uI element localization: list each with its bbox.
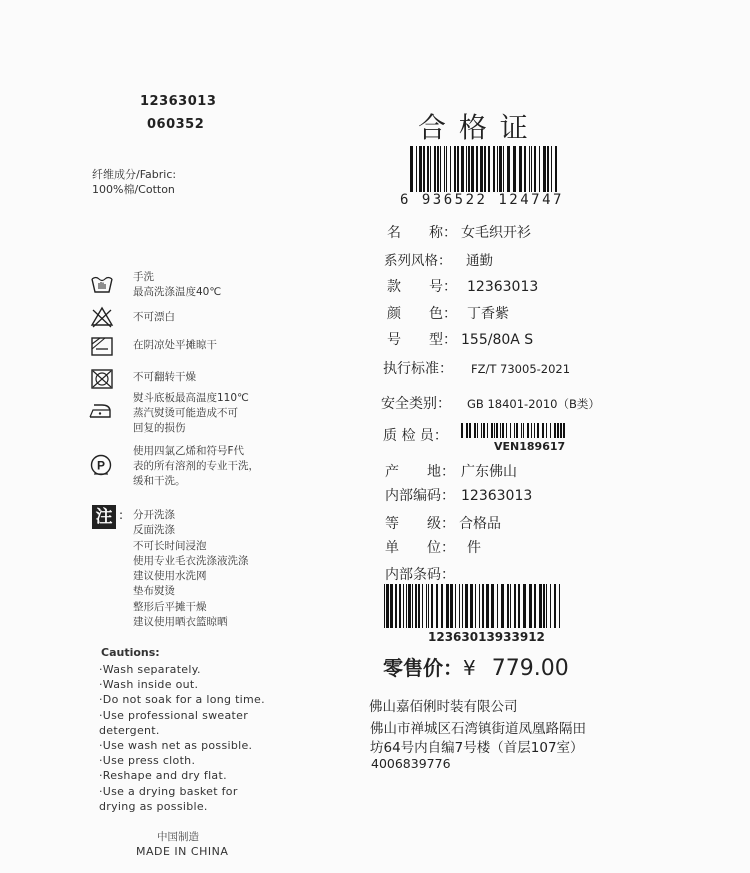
fabric-heading: 纤维成分/Fabric: bbox=[92, 168, 177, 181]
barcode-bar bbox=[529, 584, 532, 628]
barcode-bar bbox=[487, 423, 488, 438]
barcode-bar bbox=[543, 584, 545, 628]
certificate-title: 合 格 证 bbox=[418, 111, 530, 144]
no-bleach-icon bbox=[90, 306, 114, 328]
barcode-bar bbox=[430, 146, 431, 192]
field-grade: 等 级： 合格品 bbox=[385, 516, 501, 532]
field-size: 号 型： 155/80A S bbox=[387, 332, 534, 348]
field-standard: 执行标准： FZ/T 73005-2021 bbox=[383, 361, 571, 377]
barcode-bar bbox=[395, 584, 397, 628]
barcode-bar bbox=[539, 584, 542, 628]
barcode-bar bbox=[481, 423, 482, 438]
care-text-hand-wash: 手洗 最高洗涤温度40℃ bbox=[133, 271, 222, 298]
care-text-iron: 熨斗底板最高温度110℃ 蒸汽熨烫可能造成不可 回复的损伤 bbox=[133, 392, 249, 434]
barcode-bar bbox=[510, 584, 511, 628]
barcode-bar bbox=[408, 584, 411, 628]
barcode-bar bbox=[412, 584, 413, 628]
product-barcode bbox=[410, 146, 560, 192]
field-internal-barcode: 内部条码： bbox=[385, 567, 455, 583]
barcode-bar bbox=[494, 423, 495, 438]
field-internal-code: 内部编码： 12363013 bbox=[385, 488, 533, 504]
no-tumble-dry-icon bbox=[90, 368, 114, 390]
batch-code: 060352 bbox=[147, 117, 205, 132]
barcode-bar bbox=[437, 146, 439, 192]
origin-en: MADE IN CHINA bbox=[136, 845, 229, 858]
barcode-bar bbox=[436, 584, 438, 628]
barcode-bar bbox=[501, 584, 504, 628]
barcode-bar bbox=[406, 584, 407, 628]
barcode-bar bbox=[469, 423, 471, 438]
field-name: 名 称： 女毛织开衫 bbox=[387, 225, 531, 241]
barcode-bar bbox=[450, 584, 453, 628]
barcode-bar bbox=[527, 423, 529, 438]
barcode-bar bbox=[459, 584, 460, 628]
barcode-bar bbox=[440, 146, 441, 192]
barcode-bar bbox=[554, 584, 556, 628]
field-color: 颜 色： 丁香紫 bbox=[387, 306, 509, 322]
barcode-bar bbox=[461, 146, 464, 192]
barcode-bar bbox=[479, 584, 480, 628]
barcode-bar bbox=[455, 584, 456, 628]
barcode-bar bbox=[514, 423, 515, 438]
company-address: 佛山市禅城区石湾镇街道凤凰路隔田 坊64号内自编7号楼（首层107室） bbox=[370, 721, 586, 756]
barcode-bar bbox=[534, 146, 536, 192]
note-list: 分开洗涤 反面洗涤 不可长时间浸泡 使用专业毛衣洗涤液洗涤 建议使用水洗网 垫布熨烫 整形后平摊干燥 建议使用晒衣篮晾晒 bbox=[133, 509, 249, 629]
barcode-bar bbox=[559, 584, 560, 628]
barcode-bar bbox=[468, 146, 470, 192]
barcode-bar bbox=[534, 423, 535, 438]
barcode-bar bbox=[441, 584, 443, 628]
barcode-bar bbox=[416, 146, 417, 192]
barcode-bar bbox=[550, 423, 551, 438]
barcode-bar bbox=[507, 584, 509, 628]
barcode-bar bbox=[510, 423, 511, 438]
barcode-bar bbox=[422, 584, 423, 628]
barcode-bar bbox=[551, 146, 552, 192]
barcode-digits: 6 936522 124747 bbox=[400, 192, 564, 208]
barcode-bar bbox=[461, 423, 463, 438]
care-text-no-bleach: 不可漂白 bbox=[133, 311, 175, 323]
care-text-dry-flat: 在阴凉处平摊晾干 bbox=[133, 339, 217, 351]
barcode-bar bbox=[415, 584, 417, 628]
barcode-bar bbox=[399, 584, 401, 628]
barcode-bar bbox=[537, 423, 539, 438]
barcode-bar bbox=[542, 423, 544, 438]
cautions-title: Cautions: bbox=[101, 646, 160, 659]
barcode-bar bbox=[465, 584, 468, 628]
barcode-bar bbox=[477, 423, 478, 438]
barcode-bar bbox=[444, 146, 445, 192]
barcode-bar bbox=[423, 146, 425, 192]
barcode-bar bbox=[557, 423, 559, 438]
barcode-bar bbox=[427, 146, 429, 192]
note-colon: : bbox=[119, 508, 124, 522]
internal-barcode bbox=[384, 584, 561, 628]
barcode-bar bbox=[419, 146, 422, 192]
barcode-bar bbox=[499, 146, 502, 192]
product-code: 12363013 bbox=[140, 94, 217, 109]
barcode-bar bbox=[503, 146, 504, 192]
barcode-bar bbox=[506, 423, 507, 438]
barcode-bar bbox=[543, 146, 546, 192]
barcode-bar bbox=[550, 584, 551, 628]
field-safety-category: 安全类别： GB 18401-2010（B类） bbox=[381, 396, 600, 412]
barcode-bar bbox=[493, 146, 495, 192]
note-badge: 注 bbox=[92, 505, 116, 529]
barcode-bar bbox=[500, 423, 501, 438]
barcode-bar bbox=[484, 146, 486, 192]
barcode-bar bbox=[446, 584, 449, 628]
barcode-bar bbox=[554, 423, 556, 438]
barcode-bar bbox=[476, 146, 478, 192]
hand-wash-icon bbox=[90, 273, 114, 295]
field-inspector: 质 检 员： bbox=[383, 428, 448, 444]
barcode-bar bbox=[519, 146, 522, 192]
barcode-bar bbox=[434, 146, 436, 192]
barcode-bar bbox=[539, 146, 540, 192]
field-style-number: 款 号： 12363013 bbox=[387, 279, 539, 295]
internal-barcode-text: 12363013933912 bbox=[428, 630, 545, 644]
barcode-bar bbox=[531, 146, 532, 192]
origin-cn: 中国制造 bbox=[157, 831, 199, 843]
barcode-bar bbox=[403, 584, 404, 628]
barcode-bar bbox=[516, 423, 518, 438]
barcode-bar bbox=[480, 146, 483, 192]
dry-clean-p-icon bbox=[89, 454, 113, 476]
field-origin: 产 地： 广东佛山 bbox=[385, 464, 517, 480]
barcode-bar bbox=[454, 146, 456, 192]
barcode-bar bbox=[386, 584, 389, 628]
barcode-bar bbox=[524, 146, 526, 192]
barcode-bar bbox=[529, 146, 530, 192]
barcode-bar bbox=[546, 423, 547, 438]
barcode-bar bbox=[523, 584, 526, 628]
barcode-bar bbox=[521, 423, 522, 438]
barcode-bar bbox=[496, 423, 498, 438]
inspector-barcode bbox=[461, 423, 568, 438]
dry-flat-shade-icon bbox=[90, 335, 114, 357]
barcode-bar bbox=[428, 584, 429, 628]
barcode-bar bbox=[491, 584, 494, 628]
barcode-bar bbox=[497, 146, 498, 192]
barcode-bar bbox=[547, 146, 549, 192]
barcode-bar bbox=[555, 146, 557, 192]
barcode-bar bbox=[483, 423, 485, 438]
barcode-bar bbox=[482, 584, 484, 628]
svg-text:P: P bbox=[96, 458, 106, 473]
barcode-bar bbox=[560, 423, 562, 438]
barcode-bar bbox=[486, 584, 489, 628]
barcode-bar bbox=[514, 584, 516, 628]
retail-price: 零售价：¥ 779.00 bbox=[383, 656, 569, 681]
care-text-dry-clean: 使用四氯乙烯和符号F代 表的所有溶剂的专业干洗， 缓和干洗。 bbox=[133, 445, 259, 487]
barcode-bar bbox=[426, 584, 427, 628]
barcode-bar bbox=[466, 423, 468, 438]
barcode-bar bbox=[462, 584, 463, 628]
barcode-bar bbox=[523, 423, 524, 438]
barcode-bar bbox=[466, 146, 467, 192]
fabric-composition: 100%棉/Cotton bbox=[92, 183, 175, 196]
barcode-bar bbox=[474, 423, 476, 438]
barcode-bar bbox=[431, 584, 433, 628]
barcode-bar bbox=[471, 146, 474, 192]
cautions-list: ·Wash separately. ·Wash inside out. ·Do not soak for a long time. ·Use professional sweater detergent. ·Use wash net as possible. ·Use press cloth. ·Reshape and dry flat. ·Use a drying basket for drying as possible. bbox=[99, 663, 265, 813]
barcode-bar bbox=[488, 146, 490, 192]
inspector-code: VEN189617 bbox=[494, 440, 566, 453]
barcode-bar bbox=[450, 146, 451, 192]
barcode-bar bbox=[546, 584, 547, 628]
barcode-bar bbox=[497, 584, 498, 628]
barcode-bar bbox=[491, 423, 493, 438]
barcode-bar bbox=[475, 584, 476, 628]
care-text-no-tumble: 不可翻转干燥 bbox=[133, 371, 196, 383]
barcode-bar bbox=[513, 146, 516, 192]
field-unit: 单 位： 件 bbox=[385, 540, 481, 556]
iron-110-icon bbox=[88, 400, 112, 422]
company-phone: 4006839776 bbox=[371, 756, 451, 771]
barcode-bar bbox=[518, 584, 520, 628]
barcode-bar bbox=[502, 423, 504, 438]
barcode-bar bbox=[410, 146, 413, 192]
barcode-bar bbox=[531, 423, 532, 438]
field-series-style: 系列风格： 通勤 bbox=[384, 253, 493, 269]
barcode-bar bbox=[534, 584, 536, 628]
barcode-bar bbox=[563, 423, 565, 438]
barcode-bar bbox=[384, 584, 385, 628]
barcode-bar bbox=[390, 584, 393, 628]
barcode-bar bbox=[507, 146, 510, 192]
company-name: 佛山嘉佰俐时装有限公司 bbox=[369, 699, 518, 715]
barcode-bar bbox=[470, 584, 473, 628]
barcode-bar bbox=[446, 146, 447, 192]
barcode-bar bbox=[457, 146, 459, 192]
barcode-bar bbox=[418, 584, 420, 628]
